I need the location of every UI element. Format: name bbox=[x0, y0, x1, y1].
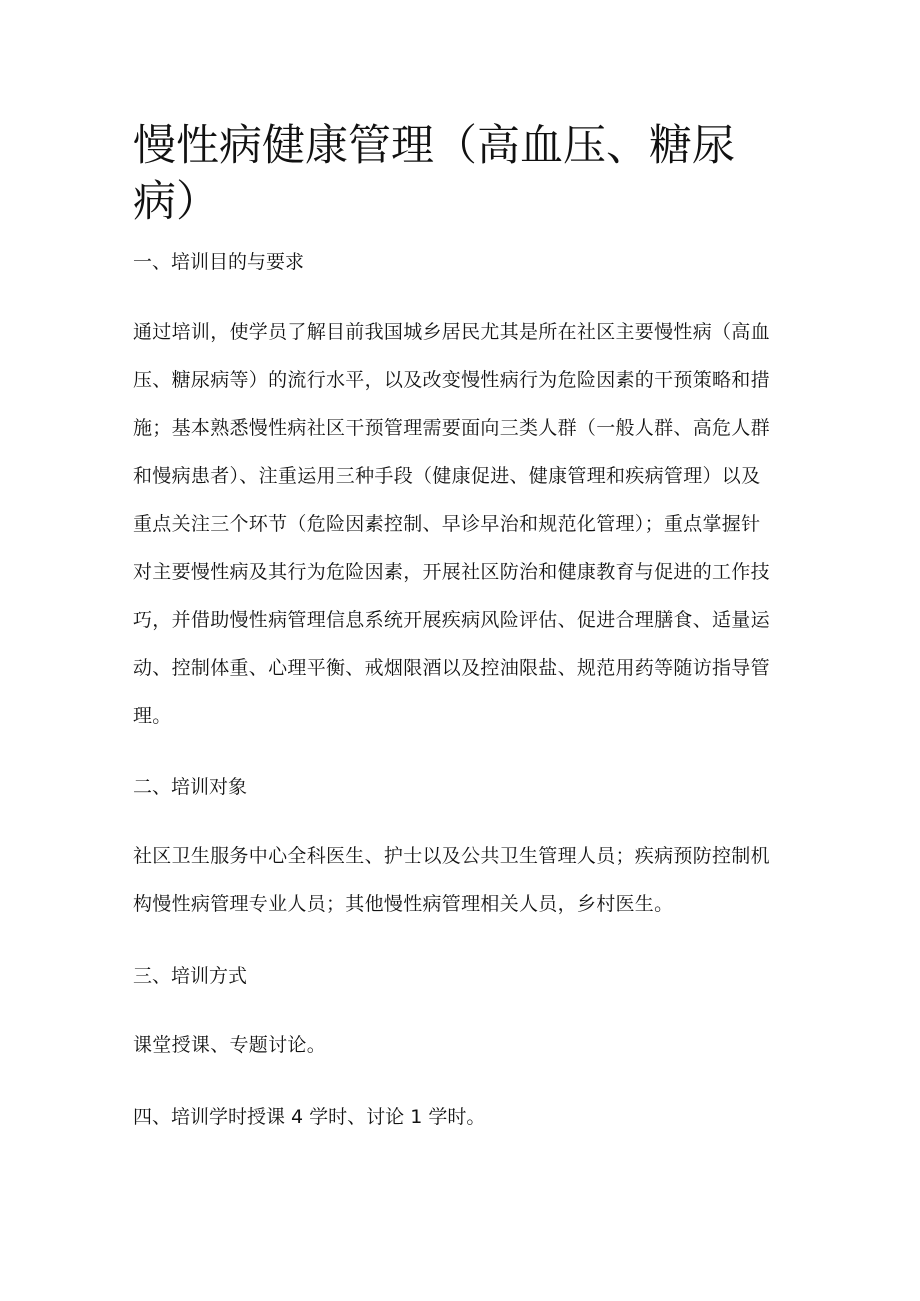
paragraph-line: 构慢性病管理专业人员；其他慢性病管理相关人员，乡村医生。 bbox=[133, 893, 674, 915]
paragraph-line: 课堂授课、专题讨论。 bbox=[133, 1034, 327, 1056]
paragraph-line: 对主要慢性病及其行为危险因素，开展社区防治和健康教育与促进的工作技 bbox=[133, 561, 770, 583]
paragraph-line: 理。 bbox=[133, 705, 172, 727]
paragraph-line: 通过培训，使学员了解目前我国城乡居民尤其是所在社区主要慢性病（高血 bbox=[133, 321, 770, 343]
paragraph-line: 和慢病患者）、注重运用三种手段（健康促进、健康管理和疾病管理）以及 bbox=[133, 465, 761, 487]
section-body-purpose bbox=[133, 308, 798, 740]
paragraph-line: 动、控制体重、心理平衡、戒烟限酒以及控油限盐、规范用药等随访指导管 bbox=[133, 657, 770, 679]
section-body-method bbox=[133, 1021, 798, 1069]
paragraph-line: 社区卫生服务中心全科医生、护士以及公共卫生管理人员；疾病预防控制机 bbox=[133, 845, 770, 867]
paragraph-line: 巧，并借助慢性病管理信息系统开展疾病风险评估、促进合理膳食、适量运 bbox=[133, 609, 770, 631]
paragraph-line: 施；基本熟悉慢性病社区干预管理需要面向三类人群（一般人群、高危人群 bbox=[133, 417, 770, 439]
document-title: 慢性病健康管理（高血压、糖尿病） bbox=[133, 121, 735, 227]
section-heading-audience: 二、培训对象 bbox=[133, 776, 248, 798]
paragraph-line: 重点关注三个环节（危险因素控制、早诊早治和规范化管理）；重点掌握针 bbox=[133, 513, 761, 535]
section-heading-purpose: 一、培训目的与要求 bbox=[133, 251, 305, 273]
paragraph-line: 压、糖尿病等）的流行水平，以及改变慢性病行为危险因素的干预策略和措 bbox=[133, 369, 770, 391]
section-body-audience bbox=[133, 832, 798, 928]
section-heading-hours: 四、培训学时授课 4 学时、讨论 1 学时。 bbox=[133, 1106, 486, 1128]
section-heading-method: 三、培训方式 bbox=[133, 965, 248, 987]
